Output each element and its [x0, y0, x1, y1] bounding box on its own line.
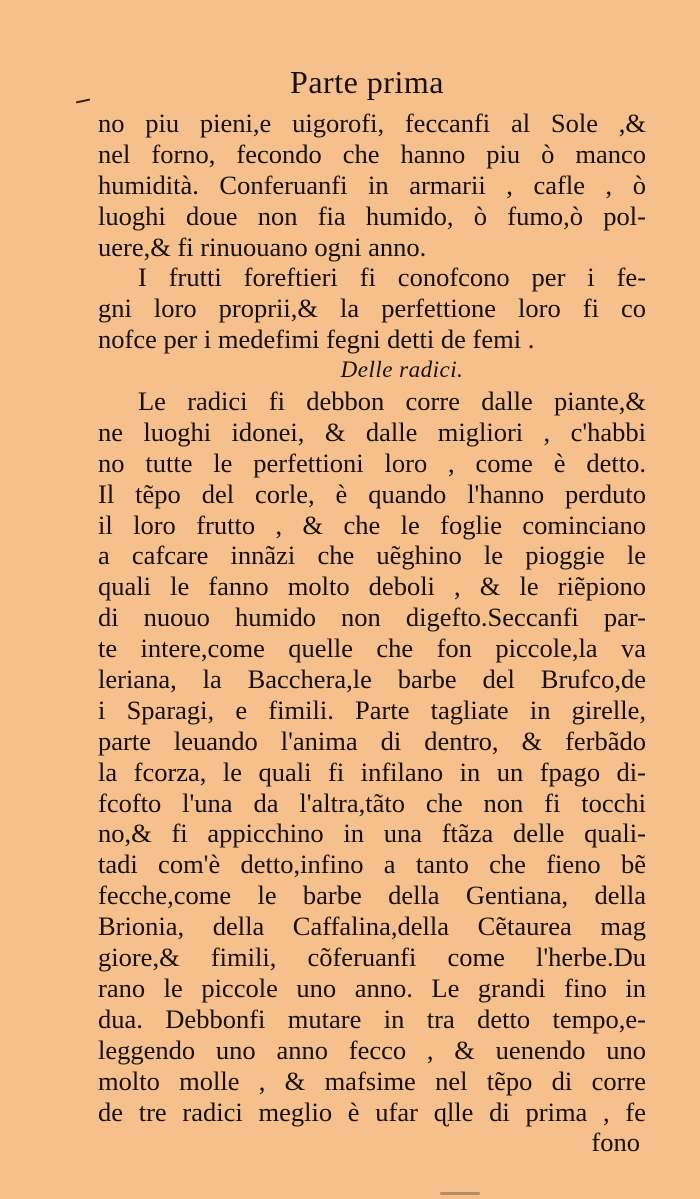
text-line: rano le piccole uno anno. Le grandi fino in: [98, 972, 646, 1003]
text-line: fcofto l'una da l'altra,tãto che non fi tocchi: [98, 787, 646, 818]
text-line: dua. Debbonfi mutare in tra detto tempo,e-: [98, 1003, 646, 1034]
text-line: di nuouo humido non digefto.Seccanfi par-: [98, 602, 646, 633]
text-line: i Sparagi, e fimili. Parte tagliate in girelle,: [98, 694, 646, 725]
text-line: a cafcare innãzi che uẽghino le pioggie le: [98, 540, 646, 571]
text-line: I frutti foreftieri fi conofcono per i fe-: [138, 262, 646, 293]
text-line: nel forno, fecondo che hanno piu ò manco: [98, 138, 646, 169]
text-block: [98, 108, 646, 1158]
text-line: giore,& fimili, cõferuanfi come l'herbe.Du: [98, 942, 646, 973]
text-line: quali le fanno molto deboli , & le riẽpiono: [98, 571, 646, 602]
text-line: te intere,come quelle che fon piccole,la va: [98, 633, 646, 664]
section-heading: Delle radici.: [340, 357, 464, 383]
text-line: ne luoghi idonei, & dalle migliori , c'habbi: [98, 416, 646, 447]
text-line: luoghi doue non fia humido, ò fumo,ò pol-: [98, 200, 646, 231]
text-line: no piu pieni,e uigorofi, feccanfi al Sole ,&: [98, 108, 646, 138]
running-head: Parte prima: [290, 64, 444, 100]
text-line: de tre radici meglio è ufar ɋlle di prima , fe: [98, 1096, 646, 1127]
text-line: Brionia, della Caffalina,della Cẽtaurea mag: [98, 911, 646, 942]
text-line: leriana, la Bacchera,le barbe del Brufco,de: [98, 664, 646, 695]
text-line: fecche,come le barbe della Gentiana, della: [98, 880, 646, 911]
text-line: Le radici fi debbon corre dalle piante,&: [138, 386, 646, 417]
text-line: parte leuando l'anima di dentro, & ferbãdo: [98, 725, 646, 756]
text-line: Il tẽpo del corle, è quando l'hanno perduto: [98, 478, 646, 509]
text-line: no,& fi appicchino in una ftãza delle quali-: [98, 818, 646, 849]
text-line: leggendo uno anno fecco , & uenendo uno: [98, 1034, 646, 1065]
text-line: no tutte le perfettioni loro , come è detto.: [98, 447, 646, 478]
page-edge-mark: [440, 1192, 480, 1195]
text-line: la fcorza, le quali fi infilano in un fpago di-: [98, 756, 646, 787]
text-line: tadi com'è detto,infino a tanto che fieno bẽ: [98, 849, 646, 880]
text-line: humidità. Conferuanfi in armarii , cafle , ò: [98, 169, 646, 200]
text-line: gni loro proprii,& la perfettione loro fi co: [98, 293, 646, 324]
text-line: il loro frutto , & che le foglie cominciano: [98, 509, 646, 540]
text-line: uere,& fi rinuouano ogni anno.: [98, 231, 427, 262]
catchword: fono: [591, 1127, 640, 1158]
text-line: molto molle , & mafsime nel tẽpo di corre: [98, 1065, 646, 1096]
text-line: nofce per i medefimi fegni detti de femi .: [98, 324, 535, 355]
